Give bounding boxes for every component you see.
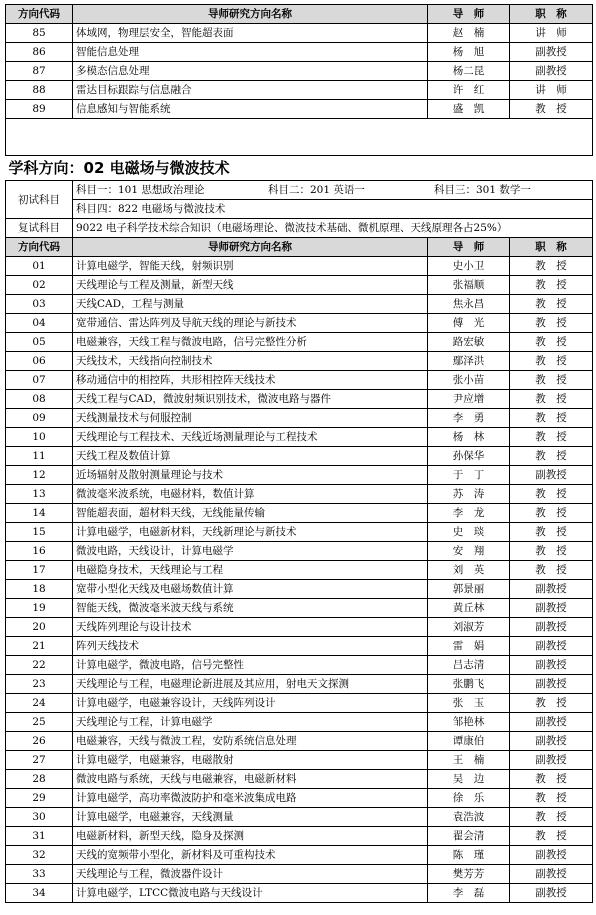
advisor-title: 教 授 xyxy=(510,276,593,295)
advisor-title: 副教授 xyxy=(510,846,593,865)
table-row xyxy=(6,504,593,523)
section-gap-row xyxy=(6,119,593,156)
direction-code: 13 xyxy=(6,485,73,504)
retest-label: 复试科目 xyxy=(6,219,73,238)
direction-name: 体域网，物理层安全，智能超表面 xyxy=(73,24,428,43)
advisor-name: 郭景丽 xyxy=(428,580,510,599)
subject-1: 科目一：101 思想政治理论 xyxy=(76,184,205,196)
direction-code: 88 xyxy=(6,81,73,100)
table-row xyxy=(6,333,593,352)
advisor-title: 教 授 xyxy=(510,314,593,333)
direction-code: 21 xyxy=(6,637,73,656)
advisor-name: 杨 旭 xyxy=(428,43,510,62)
table-row xyxy=(6,43,593,62)
advisor-title: 副教授 xyxy=(510,865,593,884)
direction-code: 23 xyxy=(6,675,73,694)
table-header-row-2 xyxy=(6,238,593,257)
direction-code: 29 xyxy=(6,789,73,808)
direction-name: 微波电路与系统，天线与电磁兼容，电磁新材料 xyxy=(73,770,428,789)
table-row xyxy=(6,751,593,770)
direction-code: 10 xyxy=(6,428,73,447)
advisor-name: 傅 光 xyxy=(428,314,510,333)
advisor-title: 副教授 xyxy=(510,713,593,732)
section-title: 学科方向：02 电磁场与微波技术 xyxy=(6,156,593,181)
advisor-name: 李 龙 xyxy=(428,504,510,523)
advisor-name: 张 玉 xyxy=(428,694,510,713)
table-row xyxy=(6,770,593,789)
advisor-title: 教 授 xyxy=(510,352,593,371)
advisor-name: 鄢泽洪 xyxy=(428,352,510,371)
advisor-name: 雷 娟 xyxy=(428,637,510,656)
header-name: 导师研究方向名称 xyxy=(73,5,428,24)
direction-code: 32 xyxy=(6,846,73,865)
advisor-title: 教 授 xyxy=(510,409,593,428)
header-title: 职 称 xyxy=(510,238,593,257)
direction-code: 15 xyxy=(6,523,73,542)
advisor-table xyxy=(5,4,593,903)
table-row xyxy=(6,846,593,865)
direction-code: 34 xyxy=(6,884,73,903)
direction-code: 09 xyxy=(6,409,73,428)
advisor-name: 许 红 xyxy=(428,81,510,100)
retest-row xyxy=(6,219,593,238)
table-row xyxy=(6,485,593,504)
advisor-name: 吕志清 xyxy=(428,656,510,675)
advisor-name: 于 丁 xyxy=(428,466,510,485)
table-row xyxy=(6,827,593,846)
table-row xyxy=(6,637,593,656)
advisor-title: 副教授 xyxy=(510,466,593,485)
direction-name: 智能天线，微波毫米波天线与系统 xyxy=(73,599,428,618)
advisor-name: 谭康伯 xyxy=(428,732,510,751)
advisor-name: 史小卫 xyxy=(428,257,510,276)
advisor-name: 吴 边 xyxy=(428,770,510,789)
advisor-title: 副教授 xyxy=(510,43,593,62)
table-row xyxy=(6,62,593,81)
header-title: 职 称 xyxy=(510,5,593,24)
table-row xyxy=(6,409,593,428)
direction-code: 26 xyxy=(6,732,73,751)
advisor-title: 教 授 xyxy=(510,447,593,466)
direction-name: 天线测量技术与伺服控制 xyxy=(73,409,428,428)
direction-code: 01 xyxy=(6,257,73,276)
direction-code: 22 xyxy=(6,656,73,675)
direction-name: 智能超表面，超材料天线，无线能量传输 xyxy=(73,504,428,523)
direction-name: 信息感知与智能系统 xyxy=(73,100,428,119)
table-row xyxy=(6,656,593,675)
advisor-title: 教 授 xyxy=(510,295,593,314)
direction-code: 17 xyxy=(6,561,73,580)
direction-name: 天线理论与工程，电磁理论新进展及其应用，射电天文探测 xyxy=(73,675,428,694)
direction-code: 20 xyxy=(6,618,73,637)
direction-name: 智能信息处理 xyxy=(73,43,428,62)
advisor-title: 副教授 xyxy=(510,675,593,694)
advisor-name: 刘 英 xyxy=(428,561,510,580)
advisor-title: 讲 师 xyxy=(510,24,593,43)
direction-code: 19 xyxy=(6,599,73,618)
header-advisor: 导 师 xyxy=(428,5,510,24)
advisor-name: 安 翔 xyxy=(428,542,510,561)
advisor-name: 史 琰 xyxy=(428,523,510,542)
advisor-name: 李 勇 xyxy=(428,409,510,428)
initial-exam-row-1 xyxy=(6,181,593,200)
direction-name: 天线工程及数值计算 xyxy=(73,447,428,466)
advisor-name: 李 磊 xyxy=(428,884,510,903)
direction-name: 微波电路，天线设计，计算电磁学 xyxy=(73,542,428,561)
advisor-name: 路宏敏 xyxy=(428,333,510,352)
advisor-name: 焦永昌 xyxy=(428,295,510,314)
direction-name: 天线的宽频带小型化，新材料及可重构技术 xyxy=(73,846,428,865)
table-row xyxy=(6,561,593,580)
direction-code: 27 xyxy=(6,751,73,770)
subject-2: 科目二：201 英语一 xyxy=(268,184,365,196)
advisor-name: 杨二昆 xyxy=(428,62,510,81)
table-row xyxy=(6,713,593,732)
table-row xyxy=(6,371,593,390)
advisor-title: 讲 师 xyxy=(510,81,593,100)
direction-code: 30 xyxy=(6,808,73,827)
direction-code: 03 xyxy=(6,295,73,314)
table-row xyxy=(6,447,593,466)
direction-name: 计算电磁学，电磁兼容设计，天线阵列设计 xyxy=(73,694,428,713)
table-row xyxy=(6,352,593,371)
direction-name: 天线理论与工程，微波器件设计 xyxy=(73,865,428,884)
header-name: 导师研究方向名称 xyxy=(73,238,428,257)
retest-subjects: 9022 电子科学技术综合知识（电磁场理论、微波技术基础、微机原理、天线原理各占25%） xyxy=(73,219,593,238)
advisor-title: 教 授 xyxy=(510,561,593,580)
table-row xyxy=(6,694,593,713)
direction-code: 28 xyxy=(6,770,73,789)
table-row xyxy=(6,314,593,333)
direction-name: 天线理论与工程及测量，新型天线 xyxy=(73,276,428,295)
direction-name: 计算电磁学，电磁兼容，电磁散射 xyxy=(73,751,428,770)
advisor-title: 教 授 xyxy=(510,390,593,409)
subject-3: 科目三：301 数学一 xyxy=(434,184,531,196)
direction-name: 电磁新材料，新型天线，隐身及探测 xyxy=(73,827,428,846)
table-row xyxy=(6,428,593,447)
advisor-title: 副教授 xyxy=(510,656,593,675)
direction-name: 计算电磁学，电磁新材料，天线新理论与新技术 xyxy=(73,523,428,542)
direction-code: 05 xyxy=(6,333,73,352)
advisor-name: 苏 涛 xyxy=(428,485,510,504)
direction-code: 02 xyxy=(6,276,73,295)
table-row xyxy=(6,618,593,637)
advisor-name: 陈 瑾 xyxy=(428,846,510,865)
table-row xyxy=(6,295,593,314)
advisor-name: 盛 凯 xyxy=(428,100,510,119)
section-title-row xyxy=(6,156,593,181)
table-row xyxy=(6,81,593,100)
table-row xyxy=(6,24,593,43)
direction-code: 04 xyxy=(6,314,73,333)
advisor-title: 副教授 xyxy=(510,599,593,618)
advisor-title: 教 授 xyxy=(510,371,593,390)
advisor-title: 教 授 xyxy=(510,827,593,846)
advisor-name: 张鹏飞 xyxy=(428,675,510,694)
initial-exam-subjects xyxy=(73,181,593,200)
direction-code: 06 xyxy=(6,352,73,371)
advisor-name: 赵 楠 xyxy=(428,24,510,43)
table-row xyxy=(6,865,593,884)
advisor-title: 副教授 xyxy=(510,580,593,599)
direction-code: 24 xyxy=(6,694,73,713)
direction-name: 计算电磁学，微波电路，信号完整性 xyxy=(73,656,428,675)
direction-name: 天线阵列理论与设计技术 xyxy=(73,618,428,637)
direction-code: 33 xyxy=(6,865,73,884)
table-row xyxy=(6,789,593,808)
advisor-name: 张小苗 xyxy=(428,371,510,390)
table-row xyxy=(6,884,593,903)
advisor-name: 黄丘林 xyxy=(428,599,510,618)
direction-code: 12 xyxy=(6,466,73,485)
direction-code: 16 xyxy=(6,542,73,561)
table-row xyxy=(6,523,593,542)
direction-name: 多模态信息处理 xyxy=(73,62,428,81)
table-row xyxy=(6,390,593,409)
table-row xyxy=(6,466,593,485)
direction-name: 近场辐射及散射测量理论与技术 xyxy=(73,466,428,485)
direction-name: 计算电磁学，智能天线，射频识别 xyxy=(73,257,428,276)
direction-name: 计算电磁学，LTCC微波电路与天线设计 xyxy=(73,884,428,903)
advisor-title: 副教授 xyxy=(510,618,593,637)
table-row xyxy=(6,808,593,827)
direction-name: 天线理论与工程技术、天线近场测量理论与工程技术 xyxy=(73,428,428,447)
direction-name: 移动通信中的相控阵，共形相控阵天线技术 xyxy=(73,371,428,390)
direction-code: 87 xyxy=(6,62,73,81)
advisor-title: 教 授 xyxy=(510,485,593,504)
advisor-title: 教 授 xyxy=(510,100,593,119)
table-row xyxy=(6,580,593,599)
direction-name: 阵列天线技术 xyxy=(73,637,428,656)
advisor-title: 教 授 xyxy=(510,808,593,827)
initial-exam-row-2 xyxy=(6,200,593,219)
advisor-title: 教 授 xyxy=(510,694,593,713)
initial-exam-label: 初试科目 xyxy=(6,181,73,219)
direction-name: 天线CAD，工程与测量 xyxy=(73,295,428,314)
advisor-name: 樊芳芳 xyxy=(428,865,510,884)
header-code: 方向代码 xyxy=(6,5,73,24)
advisor-name: 翟会清 xyxy=(428,827,510,846)
advisor-title: 教 授 xyxy=(510,333,593,352)
advisor-title: 副教授 xyxy=(510,751,593,770)
table-row xyxy=(6,675,593,694)
direction-code: 25 xyxy=(6,713,73,732)
advisor-name: 张福顺 xyxy=(428,276,510,295)
empty-cell xyxy=(6,119,593,156)
subject-4: 科目四：822 电磁场与微波技术 xyxy=(73,200,593,219)
table-row xyxy=(6,276,593,295)
advisor-name: 王 楠 xyxy=(428,751,510,770)
advisor-title: 副教授 xyxy=(510,637,593,656)
advisor-title: 教 授 xyxy=(510,789,593,808)
direction-code: 14 xyxy=(6,504,73,523)
advisor-title: 副教授 xyxy=(510,732,593,751)
direction-code: 86 xyxy=(6,43,73,62)
advisor-title: 教 授 xyxy=(510,523,593,542)
advisor-name: 孙保华 xyxy=(428,447,510,466)
table-header-row xyxy=(6,5,593,24)
advisor-title: 副教授 xyxy=(510,62,593,81)
advisor-name: 刘淑芳 xyxy=(428,618,510,637)
direction-name: 天线理论与工程，计算电磁学 xyxy=(73,713,428,732)
direction-name: 雷达目标跟踪与信息融合 xyxy=(73,81,428,100)
direction-code: 07 xyxy=(6,371,73,390)
direction-name: 电磁兼容，天线工程与微波电路，信号完整性分析 xyxy=(73,333,428,352)
direction-name: 微波毫米波系统，电磁材料，数值计算 xyxy=(73,485,428,504)
table-row xyxy=(6,599,593,618)
advisor-title: 教 授 xyxy=(510,770,593,789)
direction-name: 计算电磁学，电磁兼容，天线测量 xyxy=(73,808,428,827)
direction-name: 天线工程与CAD，微波射频识别技术，微波电路与器件 xyxy=(73,390,428,409)
advisor-name: 杨 林 xyxy=(428,428,510,447)
advisor-title: 教 授 xyxy=(510,257,593,276)
advisor-name: 邹艳林 xyxy=(428,713,510,732)
advisor-name: 尹应增 xyxy=(428,390,510,409)
table-row xyxy=(6,542,593,561)
advisor-title: 教 授 xyxy=(510,542,593,561)
direction-name: 电磁隐身技术，天线理论与工程 xyxy=(73,561,428,580)
advisor-title: 教 授 xyxy=(510,428,593,447)
direction-name: 电磁兼容，天线与微波工程，安防系统信息处理 xyxy=(73,732,428,751)
advisor-title: 教 授 xyxy=(510,504,593,523)
direction-name: 天线技术，天线指向控制技术 xyxy=(73,352,428,371)
direction-code: 11 xyxy=(6,447,73,466)
table-row xyxy=(6,257,593,276)
advisor-title: 副教授 xyxy=(510,884,593,903)
direction-name: 计算电磁学，高功率微波防护和毫米波集成电路 xyxy=(73,789,428,808)
direction-code: 85 xyxy=(6,24,73,43)
header-advisor: 导 师 xyxy=(428,238,510,257)
direction-name: 宽带小型化天线及电磁场数值计算 xyxy=(73,580,428,599)
direction-code: 89 xyxy=(6,100,73,119)
advisor-directory-sheet xyxy=(5,4,592,903)
table-row xyxy=(6,732,593,751)
direction-code: 18 xyxy=(6,580,73,599)
advisor-name: 徐 乐 xyxy=(428,789,510,808)
header-code: 方向代码 xyxy=(6,238,73,257)
direction-code: 31 xyxy=(6,827,73,846)
table-row xyxy=(6,100,593,119)
direction-code: 08 xyxy=(6,390,73,409)
advisor-name: 袁浩波 xyxy=(428,808,510,827)
direction-name: 宽带通信、雷达阵列及导航天线的理论与新技术 xyxy=(73,314,428,333)
